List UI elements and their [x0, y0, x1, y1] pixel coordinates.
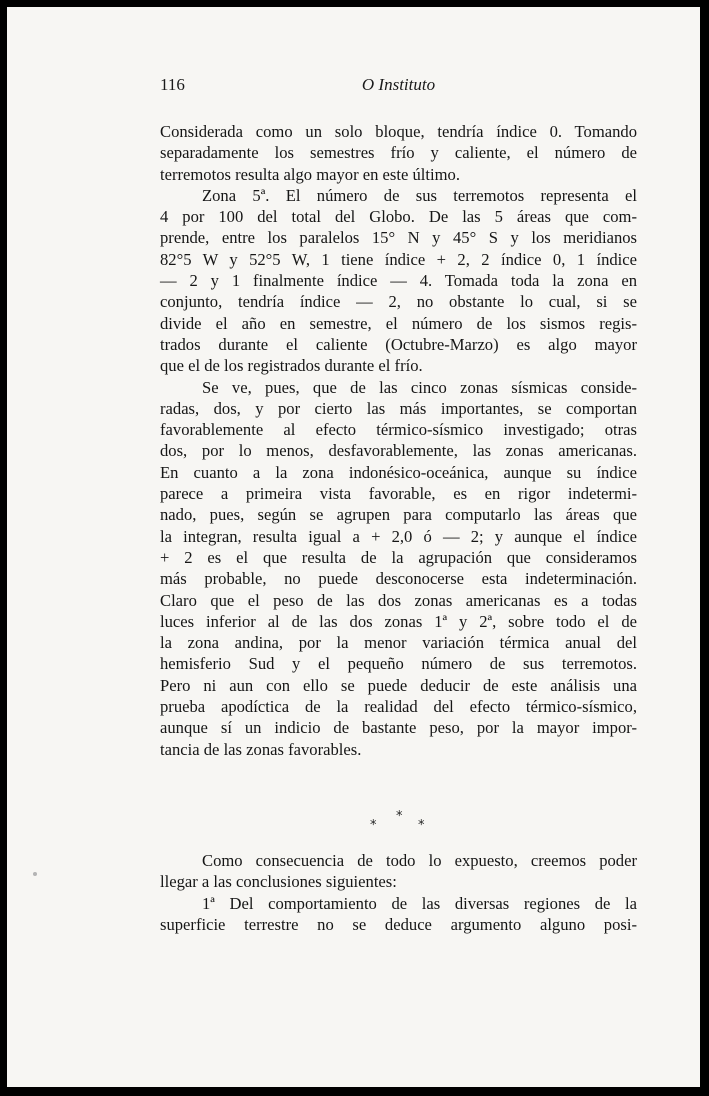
running-head	[160, 75, 637, 99]
text-line: más probable, no puede desconocerse esta indeterminación.	[160, 569, 637, 589]
text-line: Como consecuencia de todo lo expuesto, creemos poder	[202, 851, 637, 870]
text-line: + 2 es el que resulta de la agrupación que consideramos	[160, 547, 637, 567]
text-line: Pero ni aun con ello se puede deducir de este análisis una	[160, 675, 637, 695]
text-line: separadamente los semestres frío y caliente, el número de	[160, 143, 637, 163]
text-line: dos, por lo menos, desfavorablemente, las zonas americanas.	[160, 441, 637, 461]
conclusions-text	[160, 850, 637, 935]
text-line: que el de los registrados durante el frío.	[160, 356, 423, 376]
page-number: 116	[160, 75, 185, 94]
paper-speck	[33, 872, 37, 876]
asterisk-right: *	[418, 818, 425, 833]
text-line: Zona 5ª. El número de sus terremotos representa el	[202, 185, 637, 205]
body-text	[160, 121, 637, 760]
asterisk-left: *	[370, 818, 377, 833]
text-line: la integran, resulta igual a + 2,0 ó — 2; y aunque el índice	[160, 526, 637, 546]
text-line: Claro que el peso de las dos zonas americanas es a todas	[160, 590, 637, 610]
text-line: — 2 y 1 finalmente índice — 4. Tomada toda la zona en	[160, 271, 637, 291]
text-line: En cuanto a la zona indonésico-oceánica, aunque su índice	[160, 462, 637, 482]
text-line: Se ve, pues, que de las cinco zonas sísmicas conside-	[202, 377, 637, 397]
text-line: superficie terrestre no se deduce argumento alguno posi-	[160, 914, 637, 934]
text-line: parece a primeira vista favorable, es en rigor indetermi-	[160, 484, 637, 504]
text-line: favorablemente al efecto térmico-sísmico investigado; otras	[160, 420, 637, 440]
text-line: la zona andina, por la menor variación térmica anual del	[160, 633, 637, 653]
text-line: conjunto, tendría índice — 2, no obstante lo cual, si se	[160, 292, 637, 312]
journal-title: O Instituto	[361, 75, 436, 94]
text-line: 82°5 W y 52°5 W, 1 tiene índice + 2, 2 índice 0, 1 índice	[160, 249, 637, 269]
text-line: Considerada como un solo bloque, tendría índice 0. Tomando	[160, 122, 637, 141]
text-line: hemisferio Sud y el pequeño número de sus terremotos.	[160, 654, 637, 674]
book-page	[7, 7, 700, 1087]
text-line: nado, pues, según se agrupen para computarlo las áreas que	[160, 505, 637, 525]
asterisk-top: *	[396, 809, 403, 824]
text-line: 1ª Del comportamiento de las diversas regiones de la	[202, 893, 637, 913]
text-line: prende, entre los paralelos 15° N y 45° S y los meridianos	[160, 228, 637, 248]
text-line: tancia de las zonas favorables.	[160, 739, 362, 759]
text-line: trados durante el caliente (Octubre-Marzo) es algo mayor	[160, 334, 637, 354]
text-line: radas, dos, y por cierto las más importantes, se comportan	[160, 398, 637, 418]
text-line: prueba apodíctica de la realidad del efecto térmico-sísmico,	[160, 697, 637, 717]
text-line: 4 por 100 del total del Globo. De las 5 áreas que com-	[160, 207, 637, 227]
text-line: divide el año en semestre, el número de los sismos regis-	[160, 313, 637, 333]
section-separator	[160, 809, 637, 833]
text-line: llegar a las conclusiones siguientes:	[160, 872, 397, 892]
text-line: terremotos resulta algo mayor en este último.	[160, 164, 460, 184]
text-line: luces inferior al de las dos zonas 1ª y 2ª, sobre todo el de	[160, 611, 637, 631]
text-line: aunque sí un indicio de bastante peso, por la mayor impor-	[160, 718, 637, 738]
